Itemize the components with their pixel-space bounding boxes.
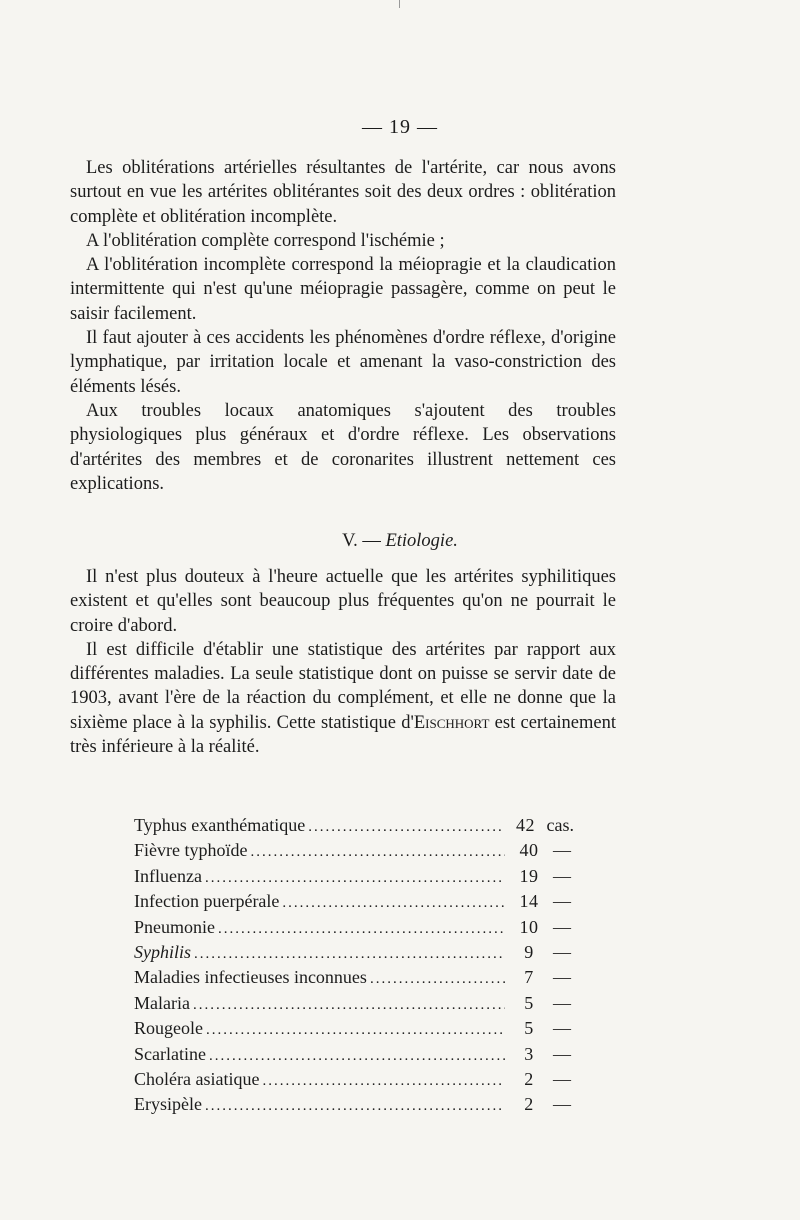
dot-leader — [205, 1095, 505, 1118]
dot-leader — [370, 968, 505, 991]
case-count: 2 — [524, 1069, 534, 1090]
disease-name: Influenza — [134, 865, 202, 886]
table-row — [134, 1093, 574, 1118]
dot-leader — [206, 1019, 505, 1042]
dot-leader — [205, 867, 505, 890]
disease-name: Infection puerpérale — [134, 891, 280, 912]
dot-leader — [308, 816, 501, 839]
author-name: Eischhort — [413, 712, 490, 733]
paragraph: Aux troubles locaux anatomiques s'ajoutent des troubles physiologiques plus généraux et d'ordre réflexe. Les observations d'artérites des membres et de coronarites illustrent nettement ces explications. — [70, 400, 616, 494]
case-unit: — — [553, 967, 571, 988]
disease-name: Fièvre typhoïde — [134, 840, 248, 861]
page-number: — 19 — — [362, 116, 438, 138]
case-unit: — — [553, 992, 571, 1013]
case-unit: — — [553, 1018, 571, 1039]
intro-text — [70, 156, 616, 496]
dot-leader — [262, 1070, 505, 1093]
case-unit: — — [553, 840, 571, 861]
paragraph — [70, 638, 616, 759]
dot-leader — [194, 943, 505, 966]
statistics-table — [134, 814, 574, 1119]
table-row — [134, 1068, 574, 1093]
section-heading — [0, 531, 800, 552]
disease-name: Rougeole — [134, 1018, 203, 1039]
paragraph: Les oblitérations artérielles résultantes de l'artérite, car nous avons surtout en vue les artérites oblitérantes soit des deux ordres : oblitération complète et oblitération incomplète. — [70, 158, 616, 227]
case-unit: — — [553, 942, 571, 963]
case-count: 42 — [516, 815, 536, 835]
case-unit: — — [553, 1043, 571, 1064]
section-number: V. — — [342, 531, 381, 551]
dot-leader — [193, 994, 505, 1017]
case-unit: — — [553, 916, 571, 937]
table-row — [134, 966, 574, 991]
disease-name: Choléra asiatique — [134, 1069, 260, 1090]
disease-name: Pneumonie — [134, 916, 215, 937]
dot-leader — [218, 918, 505, 941]
paragraph-text: est certainement très inférieure à la réalité. — [70, 712, 617, 758]
paragraph: A l'oblitération complète correspond l'ischémie ; — [86, 230, 445, 251]
case-unit: — — [553, 1094, 571, 1115]
table-row — [134, 916, 574, 941]
table-row — [134, 1017, 574, 1042]
paragraph: Il n'est plus douteux à l'heure actuelle que les artérites syphilitiques existent et qu'elles sont beaucoup plus fréquentes qu'on ne pourrait le croire d'abord. — [70, 567, 616, 636]
etiology-text — [70, 565, 616, 759]
disease-name: Malaria — [134, 992, 190, 1013]
disease-name: Erysipèle — [134, 1094, 202, 1115]
table-row — [134, 1043, 574, 1068]
dot-leader — [209, 1045, 505, 1068]
case-count: 7 — [524, 967, 534, 988]
case-count: 40 — [519, 840, 539, 861]
paragraph: A l'oblitération incomplète correspond la méiopragie et la claudication intermittente qui n'est qu'une méiopragie passagère, comme on peut le saisir facilement. — [70, 255, 616, 324]
case-count: 14 — [519, 891, 539, 912]
table-row — [134, 992, 574, 1017]
case-count: 9 — [524, 942, 534, 963]
table-row — [134, 890, 574, 915]
case-count: 3 — [524, 1043, 534, 1064]
case-unit: — — [553, 891, 571, 912]
paragraph: Il faut ajouter à ces accidents les phénomènes d'ordre réflexe, d'origine lymphatique, par irritation locale et amenant la vaso-constriction des éléments lésés. — [70, 328, 616, 397]
case-unit: cas. — [546, 815, 574, 835]
table-row — [134, 839, 574, 864]
case-count: 19 — [519, 865, 539, 886]
table-row — [134, 865, 574, 890]
table-row — [134, 941, 574, 966]
case-count: 5 — [524, 992, 534, 1013]
dot-leader — [282, 892, 505, 915]
disease-name: Scarlatine — [134, 1043, 206, 1064]
dot-leader — [250, 841, 505, 864]
table-row — [134, 814, 574, 839]
disease-name: Syphilis — [134, 942, 191, 963]
case-count: 10 — [519, 916, 539, 937]
disease-name: Maladies infectieuses inconnues — [134, 967, 367, 988]
paragraph-text: Il est difficile d'établir une statistique des artérites par rapport aux différentes maladies. La seule statistique dont on puisse se servir date de 1903, avant l'ère de la réaction du complément, et elle ne donne que la sixième place à la syphilis. Cette statistique d' — [70, 639, 616, 733]
case-unit: — — [553, 865, 571, 886]
section-title: Etiologie. — [385, 531, 458, 551]
case-count: 5 — [524, 1018, 534, 1039]
case-count: 2 — [524, 1094, 534, 1115]
disease-name: Typhus exanthématique — [134, 815, 306, 835]
case-unit: — — [553, 1069, 571, 1090]
page-edge-mark — [399, 0, 400, 8]
